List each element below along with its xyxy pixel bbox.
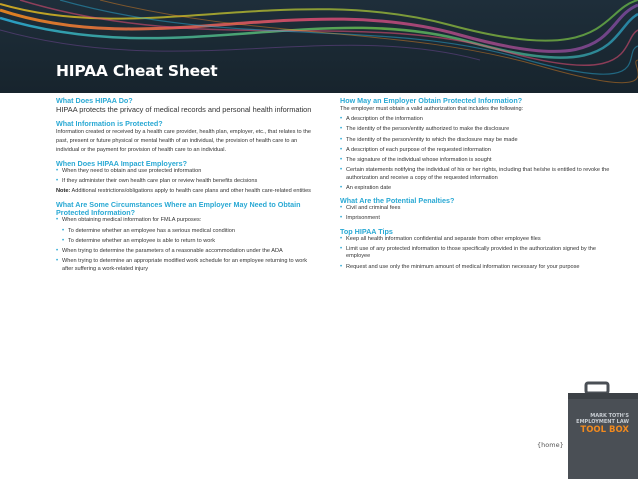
list-item: • Certain statements notifying the individual of his or her rights, including that he/she is entitled to revoke the authorization and receive a copy of the requested information [340,167,610,182]
list-item: • When trying to determine the parameters of a reasonable accommodation under the ADA [56,248,318,255]
list-item: • Request and use only the minimum amount of medical information necessary for your purpose [340,264,610,271]
header-banner [0,0,638,93]
right-column [340,97,610,274]
section-intro: The employer must obtain a valid authorization that includes the following: [340,106,524,113]
section-intro: HIPAA protects the privacy of medical records and personal health information [56,105,312,115]
list-item: • An expiration date [340,185,610,192]
list-item: • If they administer their own health care plan or review health benefits decisions [56,178,318,185]
list-item: • Keep all health information confidential and separate from other employee files [340,236,610,243]
section-heading: Top HIPAA Tips [340,226,393,236]
list-item: • Imprisonment [340,215,610,222]
list-item: • To determine whether an employee is able to return to work [62,238,318,245]
section-heading: What Information is Protected? [56,118,163,128]
list-item: • When obtaining medical information for FMLA purposes: [56,217,318,224]
list-item: • The signature of the individual whose information is sought [340,157,610,164]
page-title: HIPAA Cheat Sheet [56,62,218,80]
list-item: • To determine whether an employee has a serious medical condition [62,228,318,235]
logo-line3: TOOL BOX [580,425,629,435]
note-text: Additional restrictions/obligations apply to health care plans and other health care-related entities [71,188,311,195]
section-heading: When Does HIPAA Impact Employers? [56,158,187,168]
home-button[interactable]: {home} [537,441,564,449]
note [56,188,318,196]
list-item: • The identity of the person/entity authorized to make the disclosure [340,126,610,133]
left-column [56,97,318,276]
paragraph: Information created or received by a health care provider, health plan, employer, etc., that relates to the past, present or future physical or mental health of an individual, the provision of health care to an individual or the payment for provision of health care to an individual. [56,129,311,153]
logo-line1: MARK TOTH'S [590,413,629,419]
section-heading: What Are the Potential Penalties? [340,195,455,205]
list-item: • A description of the information [340,116,610,123]
logo-line2: EMPLOYMENT LAW [576,419,629,425]
list-item: • A description of each purpose of the requested information [340,147,610,154]
section-heading: What Does HIPAA Do? [56,96,133,105]
section-heading: How May an Employer Obtain Protected Information? [340,96,523,105]
list-item: • Limit use of any protected information to those specifically provided in the authorization signed by the employee [340,246,610,261]
list-item: • When they need to obtain and use protected information [56,168,318,175]
list-item: • When trying to determine an appropriate modified work schedule for an employee returning to work after suffering a work-related injury [56,258,318,273]
list-item: • Civil and criminal fees [340,205,610,212]
list-item: • The identity of the person/entity to which the disclosure may be made [340,137,610,144]
section-heading: What Are Some Circumstances Where an Employer May Need to Obtain Protected Information? [56,199,301,218]
note-label: Note: [56,188,71,195]
